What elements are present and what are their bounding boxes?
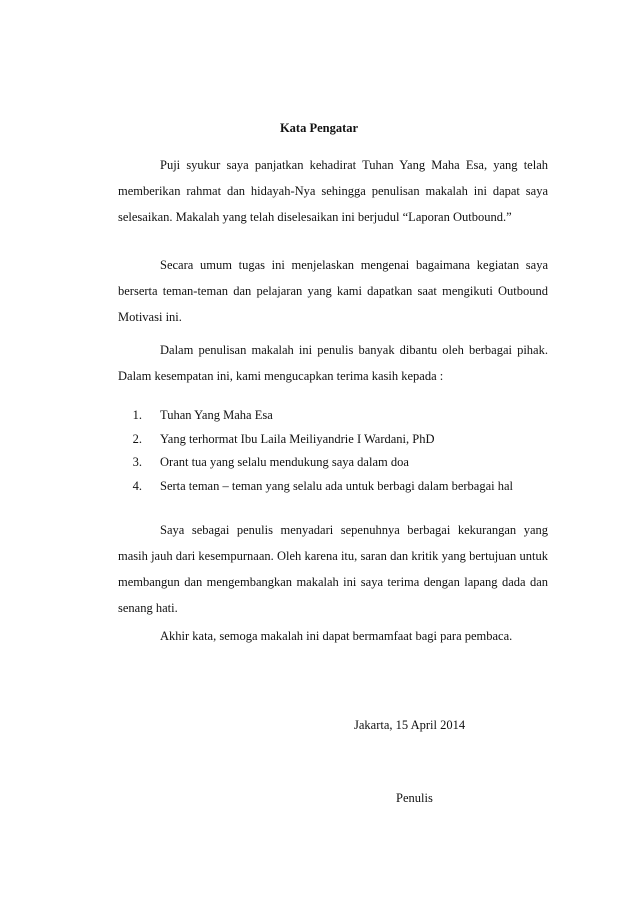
paragraph-opening: Puji syukur saya panjatkan kehadirat Tuhan Yang Maha Esa, yang telah memberikan rahmat dan hidayah-Nya sehingga penulisan makalah ini dapat saya selesaikan. Makalah yang telah diselesaikan ini berjudul “Laporan Outbound.” xyxy=(118,158,548,224)
list-item-text: Orant tua yang selalu mendukung saya dalam doa xyxy=(160,455,409,469)
list-item xyxy=(118,451,548,475)
list-item-text: Serta teman – teman yang selalu ada untuk berbagi dalam berbagai hal xyxy=(160,478,513,493)
author-signature: Penulis xyxy=(396,791,433,805)
list-item-number: 4. xyxy=(132,478,142,493)
list-item-number: 3. xyxy=(132,455,142,469)
list-item-number: 1. xyxy=(132,408,142,422)
place-and-date: Jakarta, 15 April 2014 xyxy=(354,718,466,732)
paragraph-summary: Secara umum tugas ini menjelaskan mengenai bagaimana kegiatan saya berserta teman-teman dan pelajaran yang kami dapatkan saat mengikuti Outbound Motivasi ini. xyxy=(118,258,548,324)
paragraph-limitations: Saya sebagai penulis menyadari sepenuhnya berbagai kekurangan yang masih jauh dari kesempurnaan. Oleh karena itu, saran dan kritik yang bertujuan untuk membangun dan mengembangkan makalah ini saya terima dengan lapang dada dan senang hati. xyxy=(118,523,548,615)
list-item-text: Yang terhormat Ibu Laila Meiliyandrie I Wardani, PhD xyxy=(160,431,435,446)
list-item xyxy=(118,428,548,452)
list-item xyxy=(118,404,548,428)
paragraph-acknowledgement: Dalam penulisan makalah ini penulis banyak dibantu oleh berbagai pihak. Dalam kesempatan ini, kami mengucapkan terima kasih kepada : xyxy=(118,343,548,383)
page-title: Kata Pengatar xyxy=(279,121,359,135)
list-item xyxy=(118,475,548,499)
list-item-text: Tuhan Yang Maha Esa xyxy=(160,408,273,422)
paragraph-closing: Akhir kata, semoga makalah ini dapat bermamfaat bagi para pembaca. xyxy=(160,629,513,643)
list-item-number: 2. xyxy=(132,431,142,446)
thanks-list xyxy=(118,404,548,498)
